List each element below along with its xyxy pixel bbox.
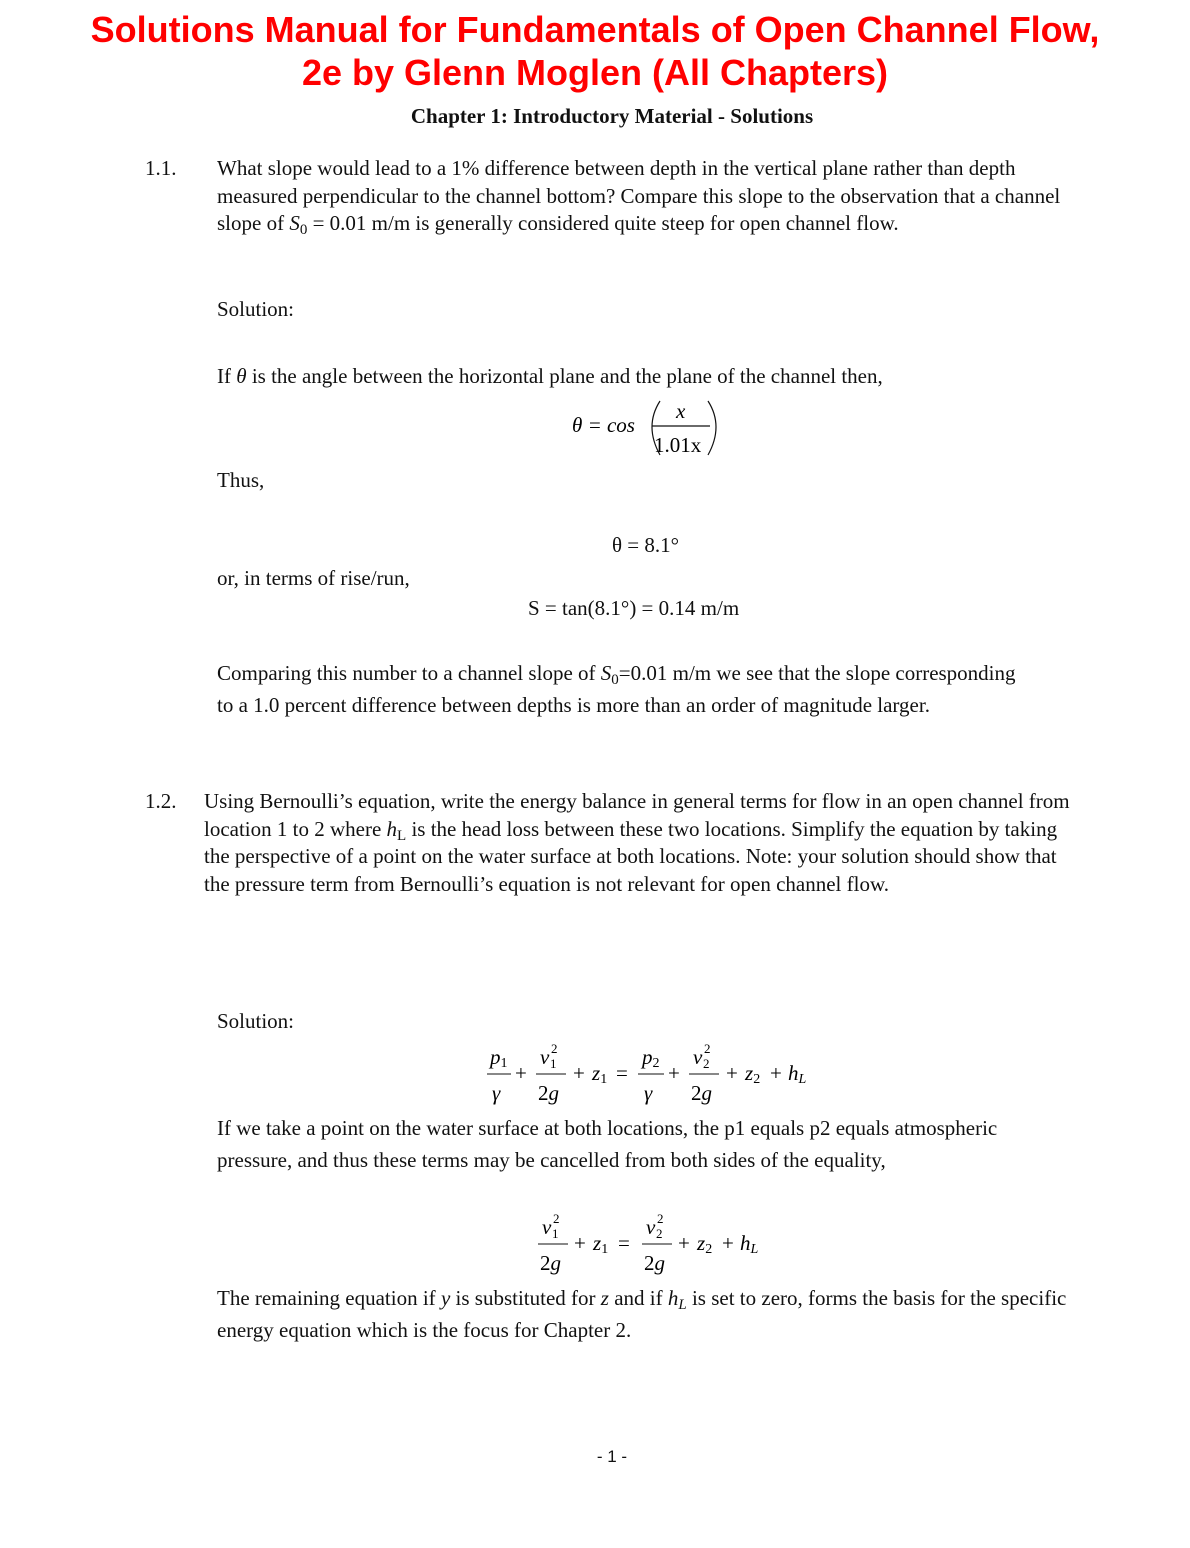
right-paren bbox=[708, 401, 716, 455]
solution-label-1: Solution: bbox=[217, 297, 295, 321]
angle-intro: If θ is the angle between the horizontal plane and the plane of the channel then, bbox=[217, 364, 883, 388]
svg-text:v: v bbox=[693, 1045, 703, 1069]
svg-text:hL: hL bbox=[788, 1061, 807, 1087]
banner-line-2: 2e by Glenn Moglen (All Chapters) bbox=[301, 52, 889, 93]
svg-text:+: + bbox=[726, 1061, 738, 1085]
svg-text:2: 2 bbox=[703, 1056, 710, 1071]
svg-text:p1: p1 bbox=[490, 1045, 508, 1071]
svg-text:=: = bbox=[616, 1061, 628, 1085]
equation-theta-value: θ = 8.1° bbox=[612, 533, 680, 557]
cancellation-paragraph: If we take a point on the water surface at both locations, the p1 equals p2 equals atmospheric pressure, and thus these terms may be cancelled from both sides of the equality, bbox=[217, 1116, 998, 1172]
svg-text:+: + bbox=[515, 1061, 527, 1085]
svg-text:1: 1 bbox=[552, 1226, 559, 1241]
equation-bernoulli-simplified bbox=[530, 1208, 790, 1280]
equation-bernoulli-full bbox=[478, 1038, 838, 1110]
svg-text:=: = bbox=[618, 1231, 630, 1255]
svg-text:v: v bbox=[646, 1215, 656, 1239]
final-paragraph: The remaining equation if y is substituted for z and if $h_L$ is set to zero, forms the basis for the specific energy equation which is the focus for Chapter 2. bbox=[217, 1286, 1067, 1342]
page-number: - 1 - bbox=[596, 1447, 628, 1466]
eq1-numerator: x bbox=[676, 399, 686, 423]
problem-1-2-number: 1.2. bbox=[145, 789, 177, 813]
document-banner bbox=[0, 8, 1190, 94]
svg-text:z2: z2 bbox=[745, 1061, 761, 1087]
svg-text:v: v bbox=[540, 1045, 550, 1069]
svg-text:2g: 2g bbox=[691, 1081, 712, 1105]
svg-text:hL: hL bbox=[740, 1231, 759, 1257]
problem-1-1-number: 1.1. bbox=[145, 156, 177, 180]
svg-text:+: + bbox=[668, 1061, 680, 1085]
svg-text:2: 2 bbox=[704, 1041, 711, 1056]
svg-text:2: 2 bbox=[657, 1211, 664, 1226]
svg-text:z1: z1 bbox=[592, 1061, 608, 1087]
svg-text:+: + bbox=[573, 1061, 585, 1085]
svg-text:+: + bbox=[574, 1231, 586, 1255]
problem-1-2-question: Using Bernoulli’s equation, write the energy balance in general terms for flow in an open channel from location 1 to 2 where $h_L$ is the head loss between these two locations. Simplify the equation by taking the perspective of a point on the water surface at both locations. Note: your solution should show that the pressure term from Bernoulli’s equation is not relevant for open channel flow. bbox=[204, 789, 1070, 896]
svg-text:z1: z1 bbox=[593, 1231, 609, 1257]
svg-text:2g: 2g bbox=[538, 1081, 559, 1105]
svg-text:2g: 2g bbox=[644, 1251, 665, 1275]
svg-text:1: 1 bbox=[550, 1056, 557, 1071]
svg-text:+: + bbox=[722, 1231, 734, 1255]
rise-run-text: or, in terms of rise/run, bbox=[217, 566, 410, 590]
thus-text: Thus, bbox=[217, 468, 265, 492]
svg-text:+: + bbox=[770, 1061, 782, 1085]
svg-text:2: 2 bbox=[656, 1226, 663, 1241]
eq1-lhs: θ = cos bbox=[572, 413, 635, 437]
svg-text:v: v bbox=[542, 1215, 552, 1239]
svg-text:p2: p2 bbox=[642, 1045, 660, 1071]
chapter-heading: Chapter 1: Introductory Material - Solutions bbox=[410, 104, 814, 128]
svg-text:γ: γ bbox=[644, 1081, 653, 1105]
svg-text:2g: 2g bbox=[540, 1251, 561, 1275]
problem-1-1-question: What slope would lead to a 1% difference between depth in the vertical plane rather than depth measured perpendicular to the channel bottom? Compare this slope to the observation that a channel slope of $S_0 = 0.01$ m/m is generally considered quite steep for open channel flow. bbox=[217, 156, 1061, 238]
banner-line-1: Solutions Manual for Fundamentals of Open Channel Flow, bbox=[90, 9, 1100, 50]
svg-text:2: 2 bbox=[551, 1041, 558, 1056]
eq1-denominator: 1.01x bbox=[654, 433, 702, 457]
equation-slope: S = tan(8.1°) = 0.14 m/m bbox=[528, 596, 740, 620]
comparison-paragraph: Comparing this number to a channel slope of $S_0=0.01$ m/m we see that the slope corresponding to a 1.0 percent difference between depths is more than an order of magnitude larger. bbox=[217, 661, 1016, 717]
equation-theta-cos bbox=[560, 393, 740, 463]
svg-text:2: 2 bbox=[553, 1211, 560, 1226]
svg-text:z2: z2 bbox=[697, 1231, 713, 1257]
svg-text:γ: γ bbox=[492, 1081, 501, 1105]
solution-label-2: Solution: bbox=[217, 1009, 295, 1033]
svg-text:+: + bbox=[678, 1231, 690, 1255]
